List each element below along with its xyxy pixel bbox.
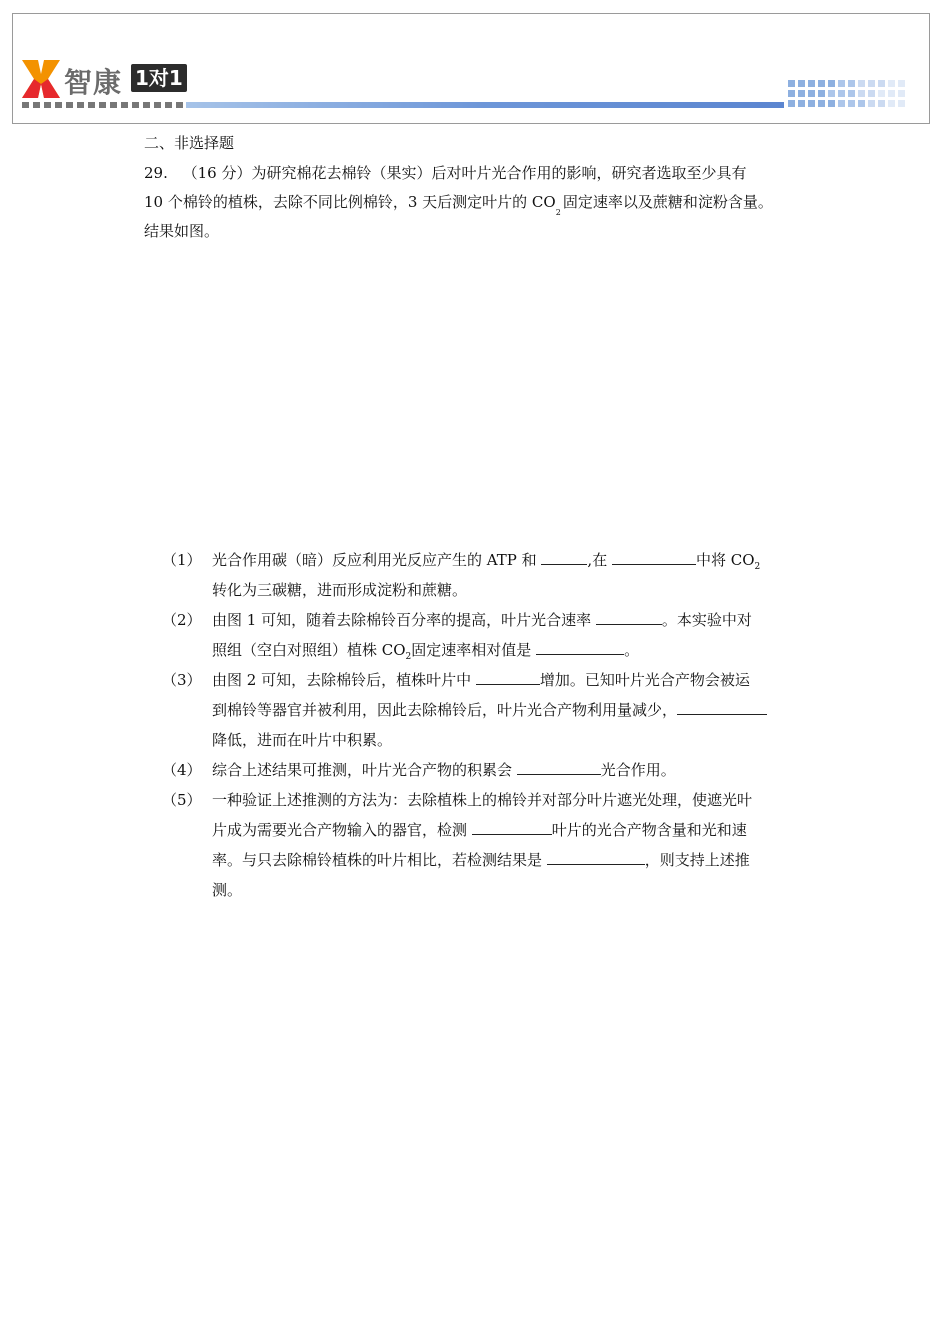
- logo-badge: 1对1: [131, 64, 187, 92]
- sub-question-1-line-2: 转化为三碳糖，进而形成淀粉和蔗糖。: [212, 581, 468, 599]
- text-segment: 固定速率相对值是: [411, 641, 537, 659]
- sub-question-number: （1）: [162, 551, 202, 569]
- text-segment: 率。与只去除棉铃植株的叶片相比，若检测结果是: [212, 851, 547, 869]
- text-segment: 中将 CO: [695, 551, 755, 569]
- sub-question-5-line-4: 测。: [212, 881, 243, 899]
- answer-blank[interactable]: [596, 609, 662, 625]
- text-segment: 到棉铃等器官并被利用，因此去除棉铃后，叶片光合产物利用量减少，: [212, 701, 678, 719]
- question-intro-text-2b: 固定速率以及蔗糖和淀粉含量。: [562, 193, 773, 211]
- sub-question-5-line-3: [212, 849, 750, 870]
- answer-blank[interactable]: [612, 549, 696, 565]
- answer-blank[interactable]: [677, 699, 767, 715]
- text-segment: 由图 1 可知，随着去除棉铃百分率的提高，叶片光合速率: [212, 611, 596, 629]
- sub-question-5-line-2: [212, 819, 747, 840]
- text-segment: 综合上述结果可推测，叶片光合产物的积累会: [212, 761, 517, 779]
- co2-subscript: 2: [754, 562, 761, 572]
- sub-question-4-line-1: [212, 759, 676, 780]
- sub-question-3-line-1: [212, 669, 750, 690]
- text-segment: 。: [624, 641, 640, 659]
- header-grid-decoration: [788, 80, 905, 110]
- section-title: 二、非选择题: [144, 134, 235, 152]
- sub-question-5-line-1: 一种验证上述推测的方法为：去除植株上的棉铃并对部分叶片遮光处理，使遮光叶: [212, 791, 753, 809]
- sub-question-number: （5）: [162, 791, 202, 809]
- question-intro-text-1: （16 分）为研究棉花去棉铃（果实）后对叶片光合作用的影响，研究者选取至少具有: [182, 164, 747, 182]
- question-intro-line-1: [144, 162, 747, 183]
- question-intro-text-2a: 10 个棉铃的植株，去除不同比例棉铃，3 天后测定叶片的 CO: [144, 193, 556, 211]
- text-segment: 照组（空白对照组）植株 CO: [212, 641, 406, 659]
- sub-question-1-line-1: [212, 549, 760, 572]
- text-segment: ,在: [587, 551, 612, 569]
- answer-blank[interactable]: [476, 669, 540, 685]
- text-segment: 叶片的光合产物含量和光和速: [551, 821, 747, 839]
- answer-blank[interactable]: [472, 819, 552, 835]
- answer-blank[interactable]: [517, 759, 601, 775]
- sub-question-3-line-3: 降低，进而在叶片中积累。: [212, 731, 393, 749]
- header-dots-decoration: [22, 102, 186, 108]
- answer-blank[interactable]: [547, 849, 645, 865]
- logo-text: 智康: [64, 66, 123, 99]
- question-number: 29.: [144, 164, 168, 182]
- text-segment: 增加。已知叶片光合产物会被运: [539, 671, 750, 689]
- question-intro-line-2: [144, 191, 773, 217]
- answer-blank[interactable]: [541, 549, 587, 565]
- sub-question-number: （4）: [162, 761, 202, 779]
- question-intro-line-3: 结果如图。: [144, 222, 220, 240]
- co2-subscript: 2: [405, 652, 412, 662]
- text-segment: 由图 2 可知，去除棉铃后，植株叶片中: [212, 671, 476, 689]
- sub-question-number: （2）: [162, 611, 202, 629]
- sub-question-number: （3）: [162, 671, 202, 689]
- answer-blank[interactable]: [536, 639, 624, 655]
- logo-mark-icon: [22, 60, 60, 98]
- sub-question-2-line-2: [212, 639, 639, 662]
- text-segment: 。本实验中对: [661, 611, 752, 629]
- co2-subscript: 2: [555, 208, 561, 217]
- text-segment: ，则支持上述推: [644, 851, 750, 869]
- text-segment: 片成为需要光合产物输入的器官，检测: [212, 821, 472, 839]
- text-segment: 光合作用。: [600, 761, 676, 779]
- text-segment: 光合作用碳（暗）反应利用光反应产生的 ATP 和: [212, 551, 542, 569]
- sub-question-2-line-1: [212, 609, 752, 630]
- sub-question-3-line-2: [212, 699, 767, 720]
- brand-logo: [22, 58, 192, 102]
- header-accent-line: [186, 102, 784, 108]
